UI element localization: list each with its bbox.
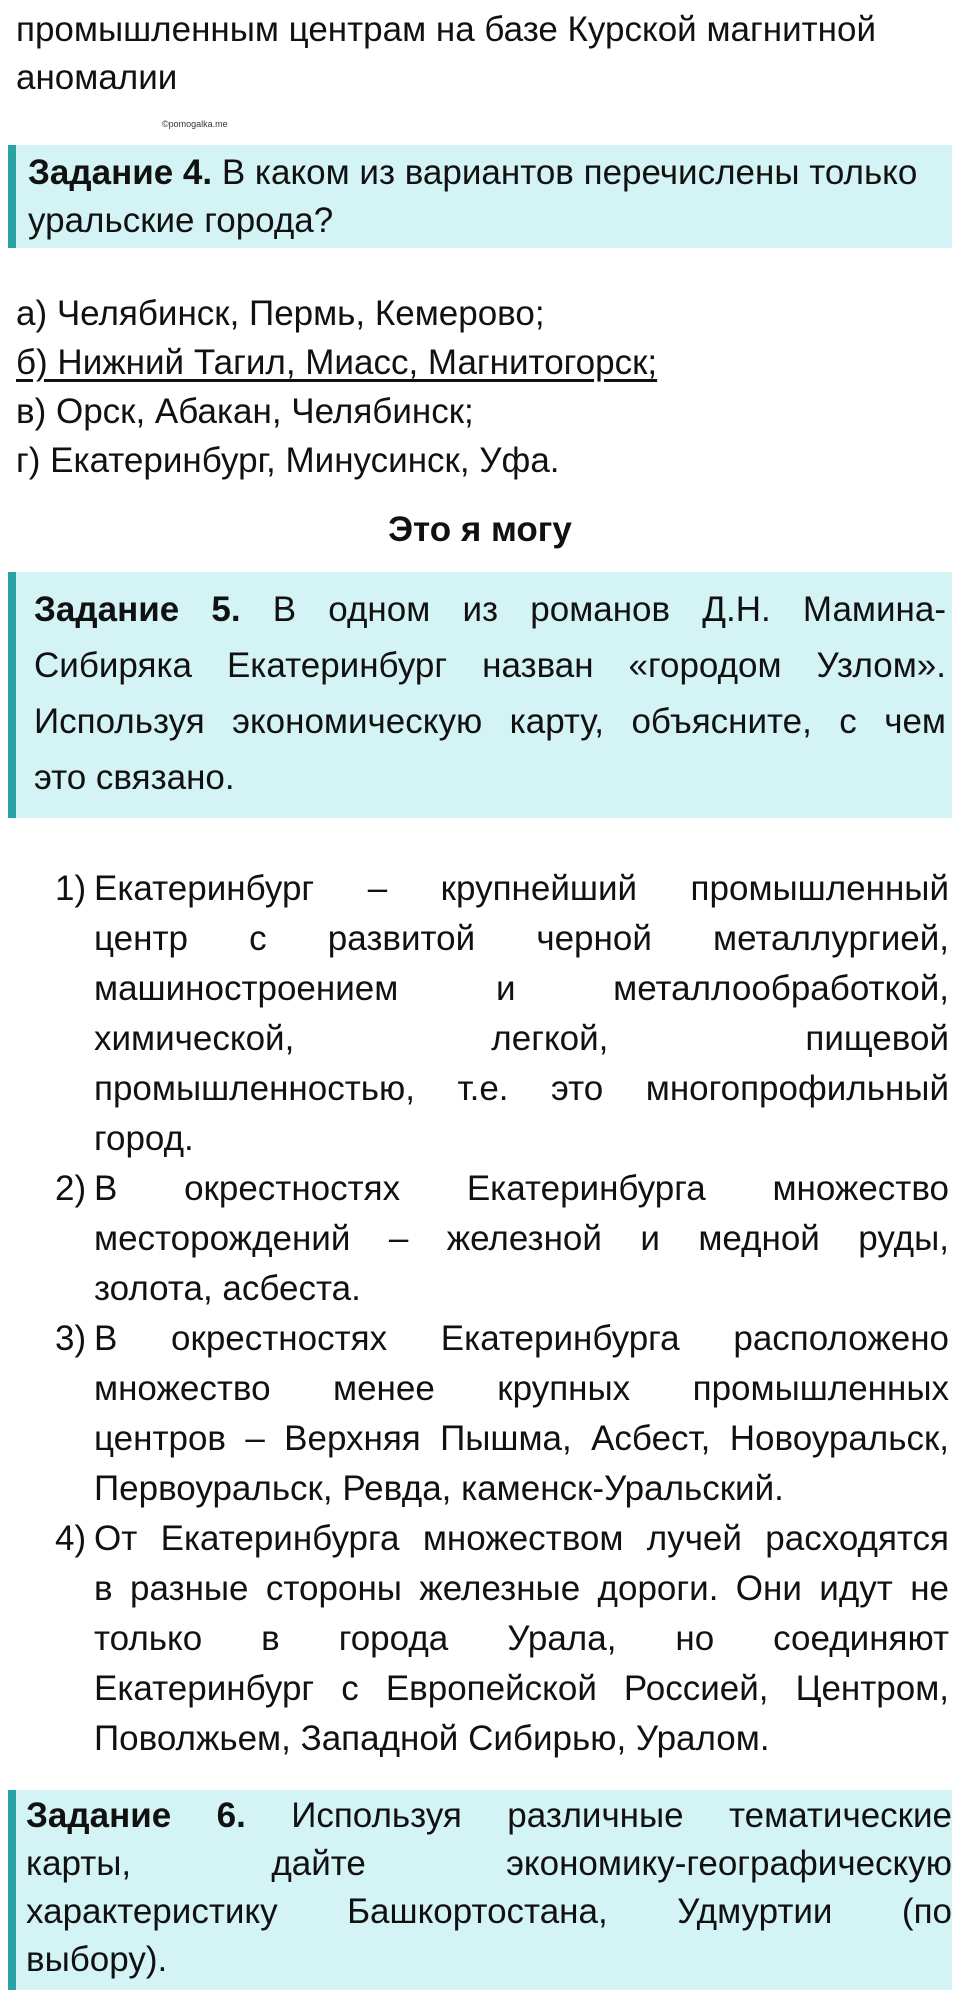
- task-6-question-text: Используя различные тематические: [245, 1796, 953, 1835]
- answer-line: От Екатеринбурга множеством лучей расходятся: [94, 1519, 949, 1558]
- answer-line: только в города Урала, но соединяют: [94, 1619, 949, 1658]
- task-4-box: [8, 145, 952, 248]
- task-6-label: Задание 6.: [26, 1796, 246, 1835]
- task-4-option-b: б) Нижний Тагил, Миасс, Магнитогорск;: [16, 343, 658, 382]
- answer-line: В окрестностях Екатеринбурга расположено: [94, 1319, 949, 1358]
- task-5-question-line-3: Используя экономическую карту, объясните, с чем: [34, 702, 946, 741]
- task-5-label: Задание 5.: [34, 590, 241, 629]
- task-5-question-text: В одном из романов Д.Н. Мамина-: [240, 590, 946, 629]
- task-5-question-line-2: Сибиряка Екатеринбург назван «городом Узлом».: [34, 646, 946, 685]
- answer-number: 4): [55, 1519, 87, 1558]
- answer-line: город.: [94, 1119, 194, 1158]
- task-4-question-text: В каком из вариантов перечислены только: [212, 153, 918, 192]
- task-4-option-c: в) Орск, Абакан, Челябинск;: [16, 392, 474, 431]
- answer-line: В окрестностях Екатеринбурга множество: [94, 1169, 949, 1208]
- answer-line: Екатеринбург – крупнейший промышленный: [94, 869, 949, 908]
- answer-number: 1): [55, 869, 87, 908]
- task-5-question-line-1: [34, 586, 946, 634]
- task-4-option-a: а) Челябинск, Пермь, Кемерово;: [16, 294, 545, 333]
- answer-line: центров – Верхняя Пышма, Асбест, Новоуральск,: [94, 1419, 949, 1458]
- task-6-question-line-2: карты, дайте экономику-географическую: [26, 1844, 952, 1883]
- answer-line: Екатеринбург с Европейской Россией, Центром,: [94, 1669, 949, 1708]
- answer-line: машиностроением и металлообработкой,: [94, 969, 949, 1008]
- intro-line-1: промышленным центрам на базе Курской магнитной: [16, 10, 876, 49]
- answer-line: центр с развитой черной металлургией,: [94, 919, 949, 958]
- section-heading: Это я могу: [388, 510, 572, 549]
- task-4-option-d: г) Екатеринбург, Минусинск, Уфа.: [16, 441, 560, 480]
- watermark: ©pomogalka.me: [162, 119, 228, 129]
- task-6-question-line-3: характеристику Башкортостана, Удмуртии (по: [26, 1892, 952, 1931]
- task-6-question-line-1: [26, 1792, 952, 1840]
- answer-line: промышленностью, т.е. это многопрофильный: [94, 1069, 949, 1108]
- answer-line: месторождений – железной и медной руды,: [94, 1219, 949, 1258]
- task-6-box: [8, 1790, 952, 1990]
- task-5-box: [8, 572, 952, 818]
- answer-line: Первоуральск, Ревда, каменск-Уральский.: [94, 1469, 784, 1508]
- answer-line: множество менее крупных промышленных: [94, 1369, 949, 1408]
- intro-line-2: аномалии: [16, 58, 178, 97]
- task-4-question-line-2: уральские города?: [28, 201, 334, 240]
- answer-number: 3): [55, 1319, 87, 1358]
- answer-line: химической, легкой, пищевой: [94, 1019, 949, 1058]
- task-6-question-line-4: выбору).: [26, 1940, 168, 1979]
- task-4-question-line-1: [28, 149, 917, 197]
- answer-line: в разные стороны железные дороги. Они идут не: [94, 1569, 949, 1608]
- task-4-label: Задание 4.: [28, 153, 213, 192]
- task-5-question-line-4: это связано.: [34, 758, 235, 797]
- answer-line: Поволжьем, Западной Сибирью, Уралом.: [94, 1719, 770, 1758]
- answer-line: золота, асбеста.: [94, 1269, 361, 1308]
- answer-number: 2): [55, 1169, 87, 1208]
